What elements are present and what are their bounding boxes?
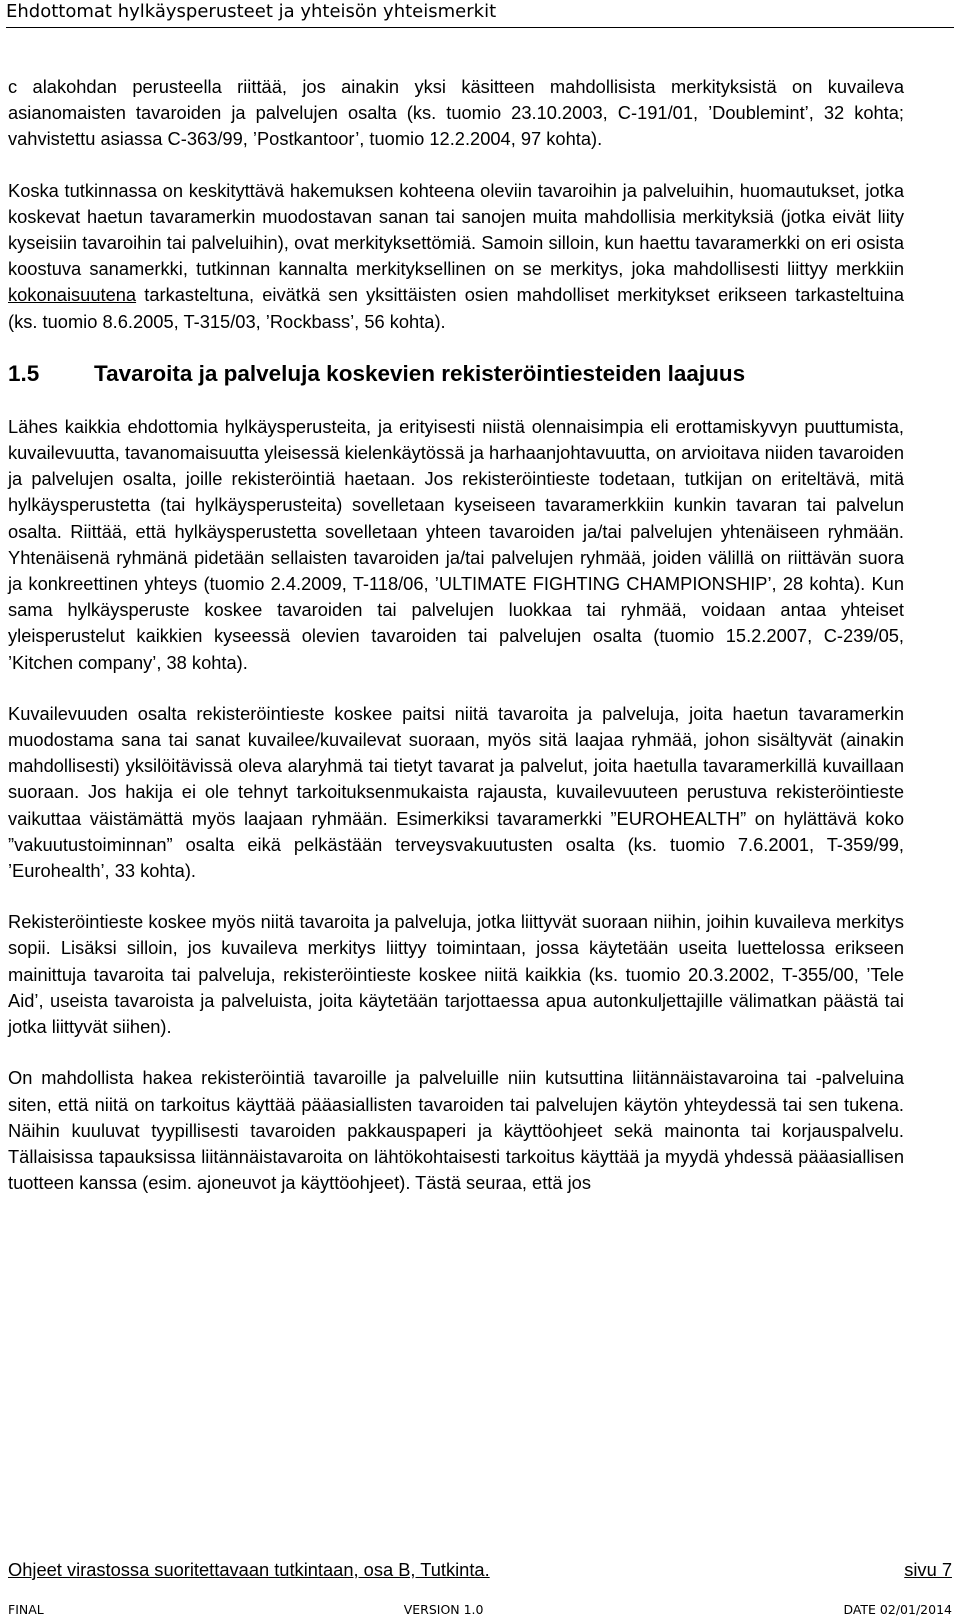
- paragraph-2-text-a: Koska tutkinnassa on keskityttävä hakemuksen kohteena oleviin tavaroihin ja palveluihin, huomautukset, jotka koskevat haetun tavaramerkin muodostavan sanan tai sanojen muita mahdollisia merkityksiä (jotka eivät liity kyseisiin tavaroihin tai palveluihin), ovat merkityksettömiä. Samoin silloin, kun haettu tavaramerkki on eri osista koostuva sanamerkki, tutkinnan kannalta merkityksellinen on se merkitys, joka mahdollisesti liittyy merkkiin: [8, 179, 904, 280]
- paragraph-5: Rekisteröintieste koskee myös niitä tavaroita ja palveluja, jotka liittyvät suoraan niihin, joihin kuvaileva merkitys sopii. Lisäksi silloin, jos kuvaileva merkitys liittyy toimintaan, jossa käytetään useita luettelossa erikseen mainittuja tavaroita tai palveluja, rekisteröintieste koskee niitä kaikkia (ks. tuomio 20.3.2002, T-355/00, ’Tele Aid’, useista tavaroista ja palveluista, joita käytetään tarjottaessa apua autonkuljettajille välimatkan päästä tai jotka liittyvät siihen).: [8, 911, 904, 1038]
- footer-version: VERSION 1.0: [403, 1602, 484, 1617]
- paragraph-2-text-b: tarkasteltuna, eivätkä sen yksittäisten osien mahdolliset merkitykset erikseen tarkasteltuina (ks. tuomio 8.6.2005, T-315/03, ’Rockbass’, 56 kohta).: [8, 284, 904, 332]
- header-divider: [6, 27, 954, 28]
- paragraph-4: Kuvailevuuden osalta rekisteröintieste koskee paitsi niitä tavaroita ja palveluja, joita haetun tavaramerkin muodostama sana tai sanat kuvailee/kuvailevat suoraan, myös sitä laajaa ryhmää, johon sisältyvät (ainakin mahdollisesti) yksilöitävissä oleva alaryhmä tai tietyt tavarat ja palvelut, joita haetulla tavaramerkillä kuvaillaan suoraan. Jos hakija ei ole tehnyt tarkoituksenmukaista rajausta, kuvailevuuteen perustuva rekisteröintieste vaikuttaa väistämättä myös laajaan ryhmään. Esimerkiksi tavaramerkki ”EUROHEALTH” on hylättävä koko ”vakuutustoiminnan” osalta eikä pelkästään terveysvakuutusten osalta (ks. tuomio 7.6.2001, T-359/99, ’Eurohealth’, 33 kohta).: [8, 702, 904, 882]
- paragraph-2-underlined: kokonaisuutena: [8, 284, 137, 306]
- footer-meta-line: [8, 1602, 952, 1618]
- footer-document-line: [8, 1559, 952, 1581]
- header-title: Ehdottomat hylkäysperusteet ja yhteisön yhteismerkit: [6, 1, 497, 22]
- section-heading: [8, 360, 904, 388]
- footer-doc-title: Ohjeet virastossa suoritettavaan tutkintaan, osa B, Tutkinta.: [8, 1559, 490, 1580]
- paragraph-6: On mahdollista hakea rekisteröintiä tavaroille ja palveluille niin kutsuttina liitännäistavaroina tai -palveluina siten, että niitä on tarkoitus käyttää pääasiallisten tavaroiden tai palvelujen käytön yhteydessä tai sen tukena. Näihin kuuluvat tyypillisesti tavaroiden pakkauspaperi ja käyttöohjeet sekä mainonta tai korjauspalvelu. Tällaisissa tapauksissa liitännäistavaroita on lähtökohtaisesti tarkoitus käyttää ja myydä yhdessä pääasiallisen tuotteen kanssa (esim. ajoneuvot ja käyttöohjeet). Tästä seuraa, että jos: [8, 1067, 904, 1194]
- footer-status: FINAL: [8, 1602, 44, 1617]
- section-number: 1.5: [8, 360, 40, 386]
- footer-date: DATE 02/01/2014: [843, 1602, 952, 1617]
- section-title: Tavaroita ja palveluja koskevien rekisteröintiesteiden laajuus: [94, 360, 746, 386]
- document-body: [8, 74, 904, 1221]
- footer-page-number: sivu 7: [904, 1559, 952, 1580]
- paragraph-1: c alakohdan perusteella riittää, jos ainakin yksi käsitteen mahdollisista merkityksistä on kuvaileva asianomaisten tavaroiden ja palvelujen osalta (ks. tuomio 23.10.2003, C-191/01, ’Doublemint’, 32 kohta; vahvistettu asiassa C-363/99, ’Postkantoor’, tuomio 12.2.2004, 97 kohta).: [8, 76, 904, 150]
- paragraph-3: Lähes kaikkia ehdottomia hylkäysperusteita, ja erityisesti niistä olennaisimpia eli erottamiskyvyn puuttumista, kuvailevuutta, tavanomaisuutta yleisessä kielenkäytössä ja harhaanjohtavuutta, on arvioitava niiden tavaroiden ja palvelujen osalta, joille rekisteröintiä haetaan. Jos rekisteröintieste todetaan, tutkijan on eriteltävä, mitä hylkäysperustetta (tai hylkäysperusteita) sovelletaan kyseiseen tavaramerkkiin kunkin tavaran tai palvelun osalta. Riittää, että hylkäysperustetta sovelletaan yhteen tavaroiden ja/tai palvelujen yhtenäiseen ryhmään. Yhtenäisenä ryhmänä pidetään sellaisten tavaroiden ja/tai palvelujen ryhmää, joiden välillä on riittävän suora ja konkreettinen yhteys (tuomio 2.4.2009, T-118/06, ’ULTIMATE FIGHTING CHAMPIONSHIP’, 28 kohta). Kun sama hylkäysperuste koskee tavaroiden tai palvelujen luokkaa tai ryhmää, voidaan antaa yhteiset yleisperustelut kaikkien kyseessä olevien tavaroiden tai palvelujen osalta (tuomio 15.2.2007, C-239/05, ’Kitchen company’, 38 kohta).: [8, 415, 904, 673]
- paragraph-2: [8, 178, 904, 335]
